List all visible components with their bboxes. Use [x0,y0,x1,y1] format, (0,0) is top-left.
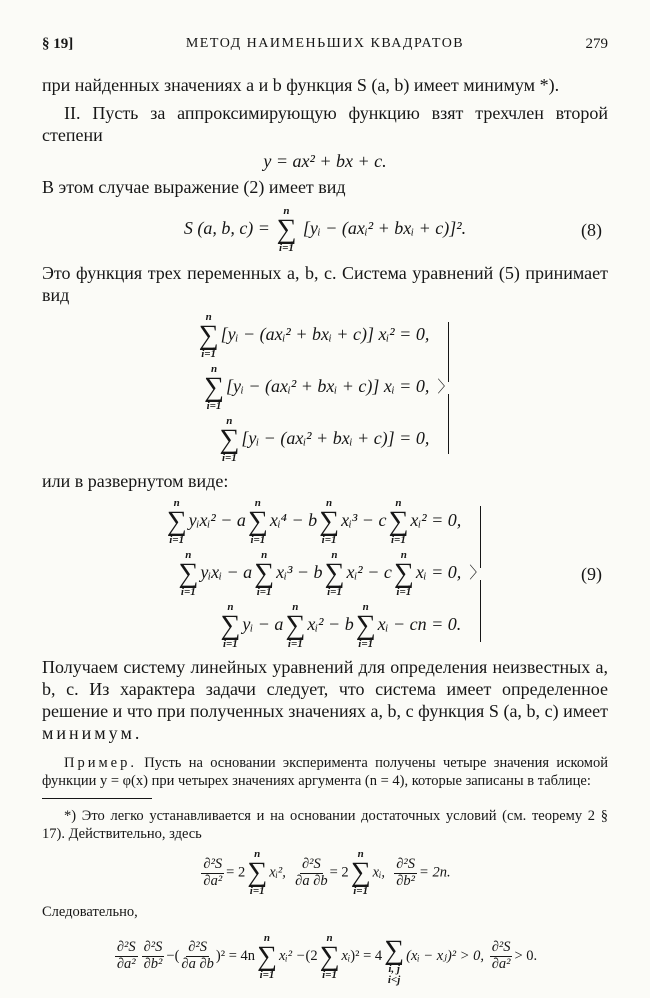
sys5-row-2: n ∑ i=1 [yᵢ − (axᵢ² + bxᵢ + c)] xᵢ = 0, [204,363,430,412]
header-title: МЕТОД НАИМЕНЬШИХ КВАДРАТОВ [185,36,465,51]
sys9-row-1: n ∑ i=1 yᵢxᵢ² − a n ∑ i=1 xᵢ⁴ − b n ∑ i=1 xᵢ³ − c n ∑ i=1 xᵢ² = 0, [166,497,462,546]
example-paragraph: Пример. Пусть на основании эксперимента получены четыре значения искомой функции y = φ(x) при четырех значениях аргумента (n = 4), которые записаны в таблице: [42,755,608,789]
paragraph-1: при найденных значениях a и b функция S (a, b) имеет минимум *). [42,75,560,95]
paragraph-5: или в развернутом виде: [42,471,229,491]
equation-8 [42,206,608,254]
equation-system-5 [42,312,608,464]
running-header [42,36,608,58]
right-brace: 〉 [469,506,485,642]
footnote-rule [42,798,152,799]
paragraph-6: Получаем систему линейных уравнений для определения неизвестных a, b, c. Из характера задачи следует, что система имеет определенное решение и что при полученных значениях a, b, c функция S (a, b, c) имеет минимум. [42,657,608,743]
footnote-formula-1: $\frac{\text{∂²S}}{\text{∂a²}}$ = 2 n ∑ i=1 xᵢ², $\frac{\text{∂²S}}{\partial a \partial b}$ = 2 n ∑ i=1 xᵢ, $\frac{\text{∂²S}}{\text{∂b²}}$ = 2n. [203,848,451,897]
footnote-formula-2: $\frac{\text{∂²S}}{\text{∂a²}}$ $\frac{\text{∂²S}}{\text{∂b²}}$ −( $\frac{\text{∂²S}}{\partial a \partial b}$ )² = 4n n ∑ i=1 xᵢ² −(2 n ∑ i=1 xᵢ)² = 4 ∑ i, j i<j (xᵢ − xⱼ)² > 0, $\frac{\text{∂²S}}{\text{∂a²}}$ > 0. [116,931,538,986]
sys9-row-3: n ∑ i=1 yᵢ − a n ∑ i=1 xᵢ² − b n ∑ i=1 xᵢ − cn = 0. [220,601,462,650]
right-brace: 〉 [437,322,453,454]
sys5-row-3: n ∑ i=1 [yᵢ − (axᵢ² + bxᵢ + c)] = 0, [219,415,430,464]
example-lead: Пример. [64,755,137,771]
footnote-text: *) Это легко устанавливается и на основании достаточных условий (см. теорему 2 § 17). Действительно, здесь [42,808,608,842]
paragraph-4: Это функция трех переменных a, b, c. Система уравнений (5) принимает вид [42,263,608,305]
sys9-row-2: n ∑ i=1 yᵢxᵢ − a n ∑ i=1 xᵢ³ − b n ∑ i=1 xᵢ² − c n ∑ i=1 xᵢ = 0, [178,549,462,598]
eq8-right: [yᵢ − (axᵢ² + bxᵢ + c)]². [302,218,467,239]
section-ref: § 19] [42,36,74,52]
eq8-left: S (a, b, c) = [183,218,270,239]
quadratic-formula: y = ax² + bx + c. [263,151,387,171]
equation-number-9: (9) [581,564,602,584]
equation-number-8: (8) [581,220,602,240]
footnote-therefore: Следовательно, [42,904,138,920]
paragraph-3: В этом случае выражение (2) имеет вид [42,177,346,197]
sys5-row-1: n ∑ i=1 [yᵢ − (axᵢ² + bxᵢ + c)] xᵢ² = 0, [198,311,430,360]
paragraph-2: II. Пусть за аппроксимирующую функцию взят трехчлен второй степени [42,103,608,145]
page-body [42,74,608,992]
equation-system-9 [42,498,608,650]
sum-symbol: n ∑ i=1 [276,205,297,254]
page-number: 279 [585,36,608,52]
